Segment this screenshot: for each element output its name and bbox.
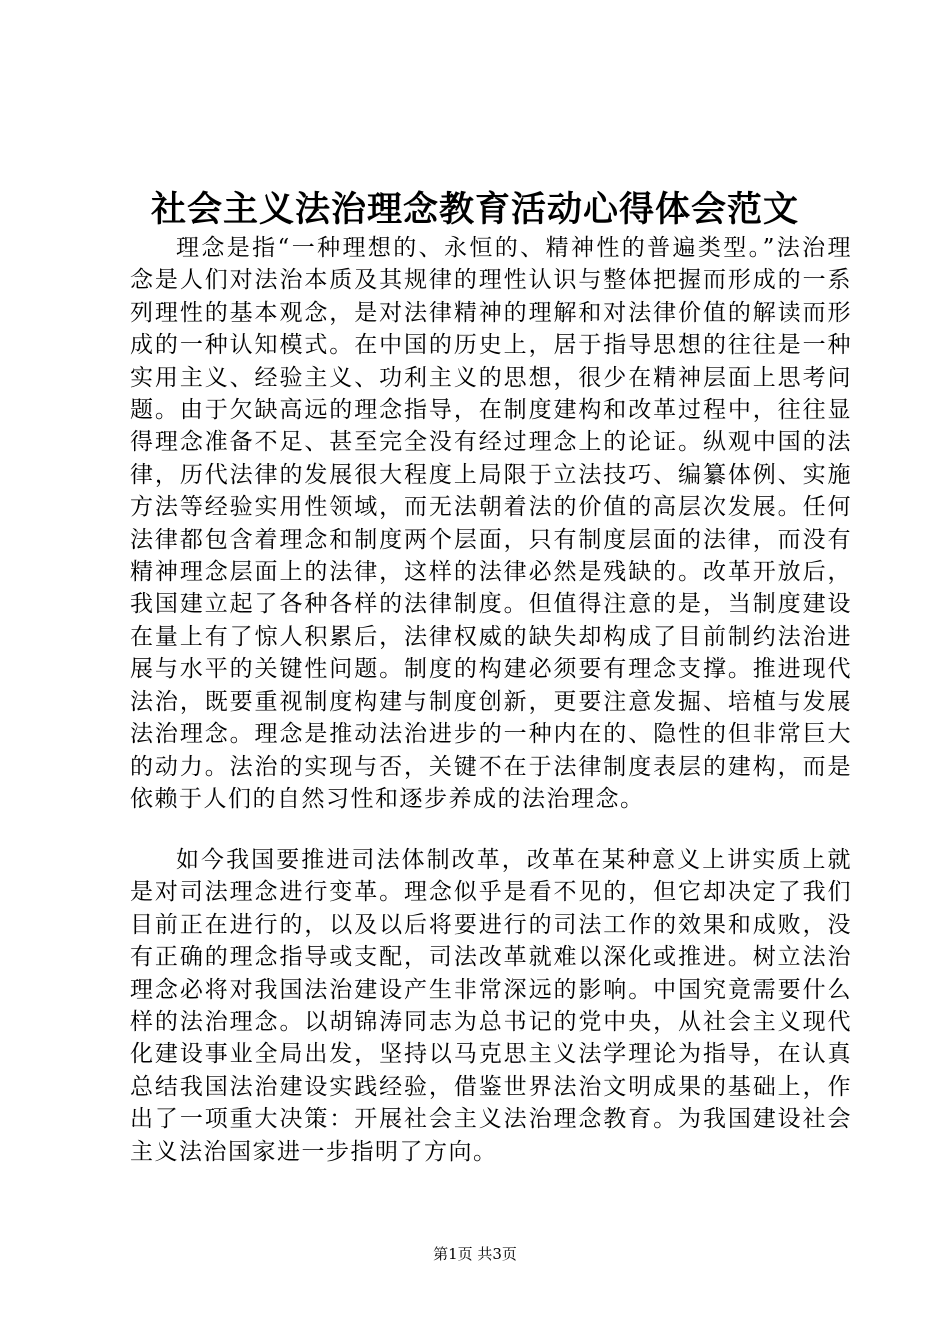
body-paragraph-1: 理念是指“一种理想的、永恒的、精神性的普遍类型。”法治理念是人们对法治本质及其规律的理性认识与整体把握而形成的一系列理性的基本观念，是对法律精神的理解和对法律价值的解读而形成的一种认知模式。在中国的历史上，居于指导思想的往往是一种实用主义、经验主义、功利主义的思想，很少在精神层面上思考问题。由于欠缺高远的理念指导，在制度建构和改革过程中，往往显得理念准备不足、甚至完全没有经过理念上的论证。纵观中国的法律，历代法律的发展很大程度上局限于立法技巧、编纂体例、实施方法等经验实用性领域，而无法朝着法的价值的高层次发展。任何法律都包含着理念和制度两个层面，只有制度层面的法律，而没有精神理念层面上的法律，这样的法律必然是残缺的。改革开放后，我国建立起了各种各样的法律制度。但值得注意的是，当制度建设在量上有了惊人积累后，法律权威的缺失却构成了目前制约法治进展与水平的关键性问题。制度的构建必须要有理念支撑。推进现代法治，既要重视制度构建与制度创新，更要注意发掘、培植与发展法治理念。理念是推动法治进步的一种内在的、隐性的但非常巨大的动力。法治的实现与否，关键不在于法律制度表层的建构，而是依赖于人们的自然习性和逐步养成的法治理念。 <box>130 235 852 812</box>
page-footer: 第1页 共3页 <box>433 1245 517 1263</box>
document-title: 社会主义法治理念教育活动心得体会范文 <box>150 189 799 230</box>
body-paragraph-2: 如今我国要推进司法体制改革，改革在某种意义上讲实质上就是对司法理念进行变革。理念似乎是看不见的，但它却决定了我们目前正在进行的，以及以后将要进行的司法工作的效果和成败，没有正确的理念指导或支配，司法改革就难以深化或推进。树立法治理念必将对我国法治建设产生非常深远的影响。中国究竟需要什么样的法治理念。以胡锦涛同志为总书记的党中央，从社会主义现代化建设事业全局出发，坚持以马克思主义法学理论为指导，在认真总结我国法治建设实践经验，借鉴世界法治文明成果的基础上，作出了一项重大决策：开展社会主义法治理念教育。为我国建设社会主义法治国家进一步指明了方向。 <box>130 847 852 1165</box>
